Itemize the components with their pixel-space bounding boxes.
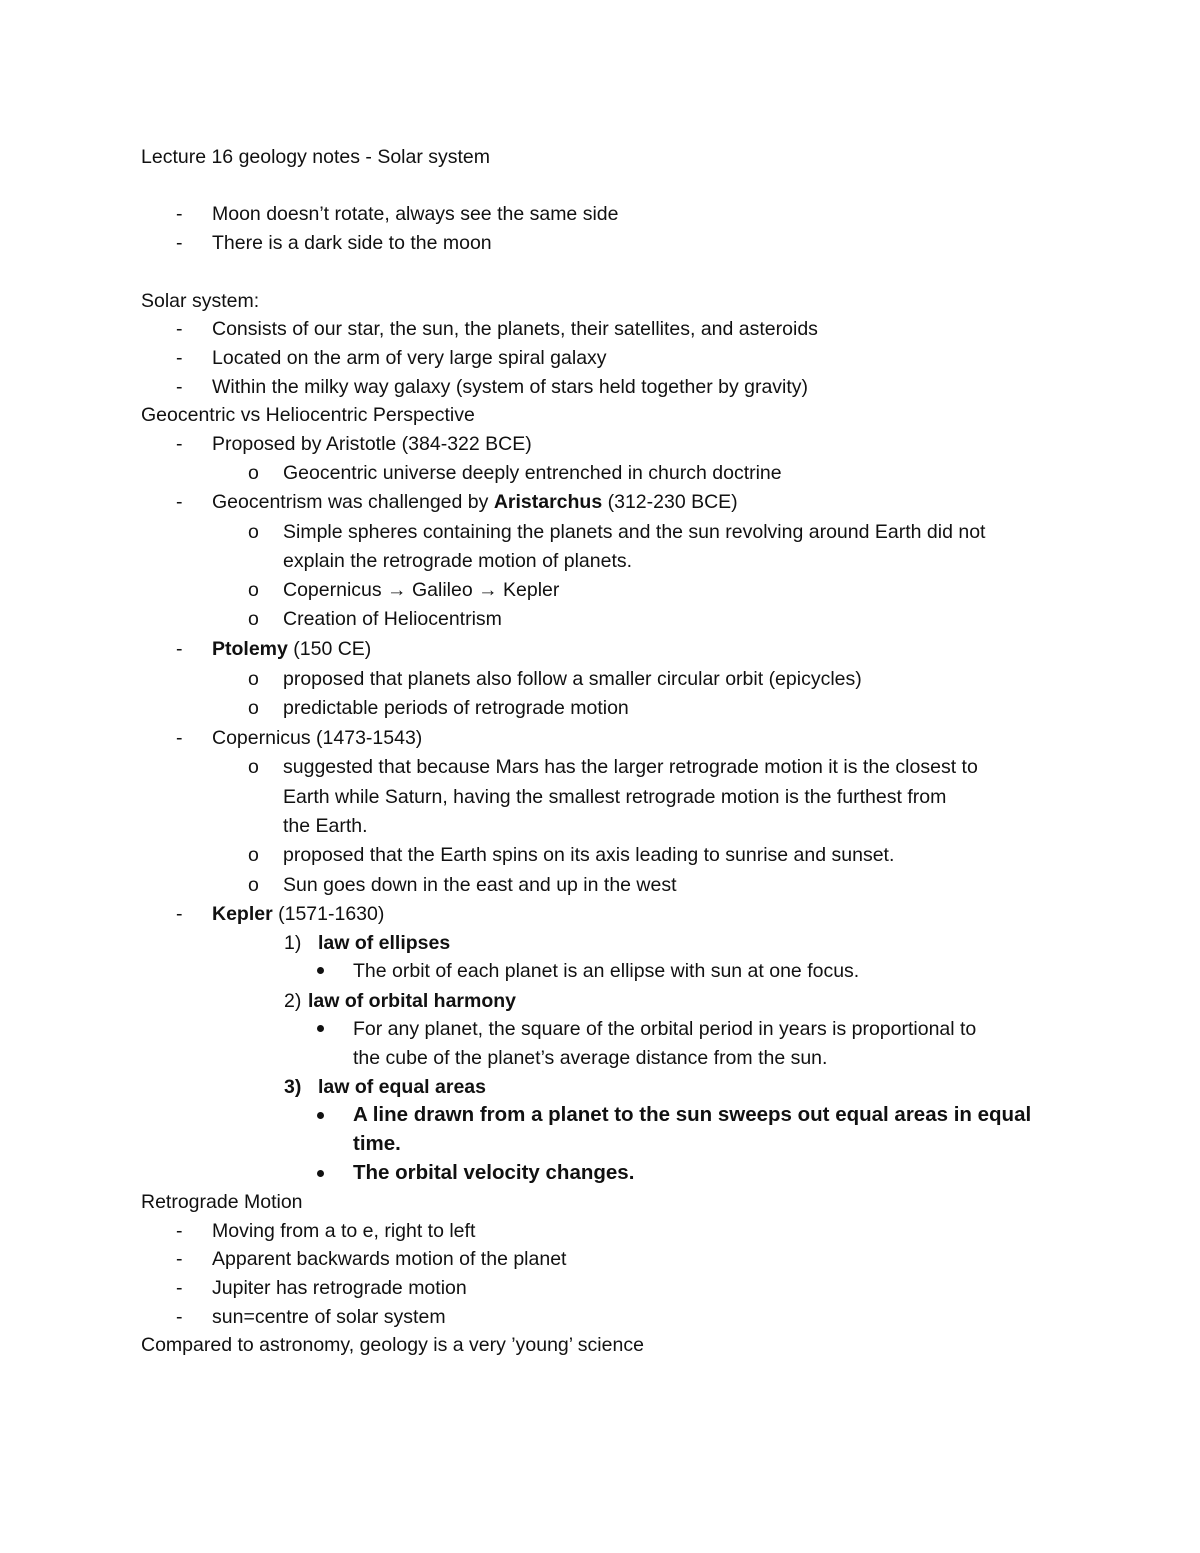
law-text: For any planet, the square of the orbital period in years is proportional to: [353, 1018, 977, 1040]
circle-bullet: o: [248, 844, 259, 866]
law-heading: law of orbital harmony: [308, 990, 517, 1012]
text-run: (1571-1630): [272, 903, 385, 925]
dash-bullet: -: [176, 203, 183, 225]
bullet-dot-icon: [317, 1025, 324, 1032]
dash-bullet: -: [176, 1306, 183, 1328]
bullet-dot-icon: [317, 1112, 324, 1119]
dash-bullet: -: [176, 491, 183, 513]
list-item: Proposed by Aristotle (384-322 BCE): [212, 433, 532, 455]
list-item: Moving from a to e, right to left: [212, 1220, 476, 1242]
list-item: [212, 637, 371, 661]
name-aristarchus: Aristarchus: [493, 491, 603, 513]
list-item: Located on the arm of very large spiral galaxy: [212, 347, 607, 369]
law-text-continuation: time.: [353, 1132, 401, 1155]
circle-bullet: o: [248, 521, 259, 543]
list-item: Moon doesn’t rotate, always see the same side: [212, 203, 619, 225]
sub-list-item-continuation: explain the retrograde motion of planets.: [283, 550, 633, 572]
law-number: 3): [284, 1076, 302, 1098]
circle-bullet: o: [248, 462, 259, 484]
dash-bullet: -: [176, 433, 183, 455]
name-ptolemy: Ptolemy: [212, 638, 288, 660]
text-run: (150 CE): [287, 638, 372, 660]
dash-bullet: -: [176, 1248, 183, 1270]
sub-list-item: Sun goes down in the east and up in the west: [283, 874, 677, 896]
dash-bullet: -: [176, 376, 183, 398]
circle-bullet: o: [248, 668, 259, 690]
section-heading-solar-system: Solar system:: [141, 290, 260, 312]
law-number: 1): [284, 932, 302, 954]
sub-list-item: proposed that planets also follow a smaller circular orbit (epicycles): [283, 668, 862, 690]
dash-bullet: -: [176, 903, 183, 925]
sub-list-item: Geocentric universe deeply entrenched in church doctrine: [283, 462, 782, 484]
section-heading-retrograde: Retrograde Motion: [141, 1191, 303, 1213]
dash-bullet: -: [176, 318, 183, 340]
law-heading: law of ellipses: [318, 932, 451, 954]
law-text: The orbital velocity changes.: [353, 1161, 635, 1184]
circle-bullet: o: [248, 608, 259, 630]
circle-bullet: o: [248, 756, 259, 778]
list-item: Within the milky way galaxy (system of stars held together by gravity): [212, 376, 809, 398]
law-text: The orbit of each planet is an ellipse with sun at one focus.: [353, 960, 860, 982]
sub-list-item: Simple spheres containing the planets and the sun revolving around Earth did not: [283, 521, 986, 543]
section-heading-geo-helio: Geocentric vs Heliocentric Perspective: [141, 404, 475, 426]
circle-bullet: o: [248, 874, 259, 896]
dash-bullet: -: [176, 1277, 183, 1299]
circle-bullet: o: [248, 579, 259, 601]
list-item: Copernicus (1473-1543): [212, 727, 423, 749]
sub-list-item: proposed that the Earth spins on its axis leading to sunrise and sunset.: [283, 844, 895, 866]
dash-bullet: -: [176, 638, 183, 660]
law-text-continuation: the cube of the planet’s average distance from the sun.: [353, 1047, 828, 1069]
list-item: Consists of our star, the sun, the planets, their satellites, and asteroids: [212, 318, 818, 340]
dash-bullet: -: [176, 1220, 183, 1242]
text-run: (312-230 BCE): [602, 491, 738, 513]
name-kepler: Kepler: [212, 903, 273, 925]
sub-list-item: Creation of Heliocentrism: [283, 608, 502, 630]
closing-line: Compared to astronomy, geology is a very ’young’ science: [141, 1334, 644, 1356]
list-item: Jupiter has retrograde motion: [212, 1277, 467, 1299]
list-item: [212, 902, 384, 926]
text-run: Geocentrism was challenged by: [212, 491, 494, 513]
law-heading: law of equal areas: [318, 1076, 486, 1098]
sub-list-item-continuation: the Earth.: [283, 815, 368, 837]
list-item: sun=centre of solar system: [212, 1306, 446, 1328]
sub-list-item: suggested that because Mars has the larger retrograde motion it is the closest to: [283, 756, 978, 778]
dash-bullet: -: [176, 232, 183, 254]
circle-bullet: o: [248, 697, 259, 719]
sub-list-item-continuation: Earth while Saturn, having the smallest retrograde motion is the furthest from: [283, 786, 947, 808]
dash-bullet: -: [176, 727, 183, 749]
bullet-dot-icon: [317, 967, 324, 974]
bullet-dot-icon: [317, 1170, 324, 1177]
sub-list-item: Copernicus → Galileo → Kepler: [283, 579, 560, 601]
sub-list-item: predictable periods of retrograde motion: [283, 697, 629, 719]
law-text: A line drawn from a planet to the sun sweeps out equal areas in equal: [353, 1103, 1032, 1126]
page-title: Lecture 16 geology notes - Solar system: [141, 146, 491, 168]
list-item: There is a dark side to the moon: [212, 232, 492, 254]
list-item: Apparent backwards motion of the planet: [212, 1248, 567, 1270]
dash-bullet: -: [176, 347, 183, 369]
law-number: 2): [284, 990, 302, 1012]
list-item: [212, 490, 738, 514]
